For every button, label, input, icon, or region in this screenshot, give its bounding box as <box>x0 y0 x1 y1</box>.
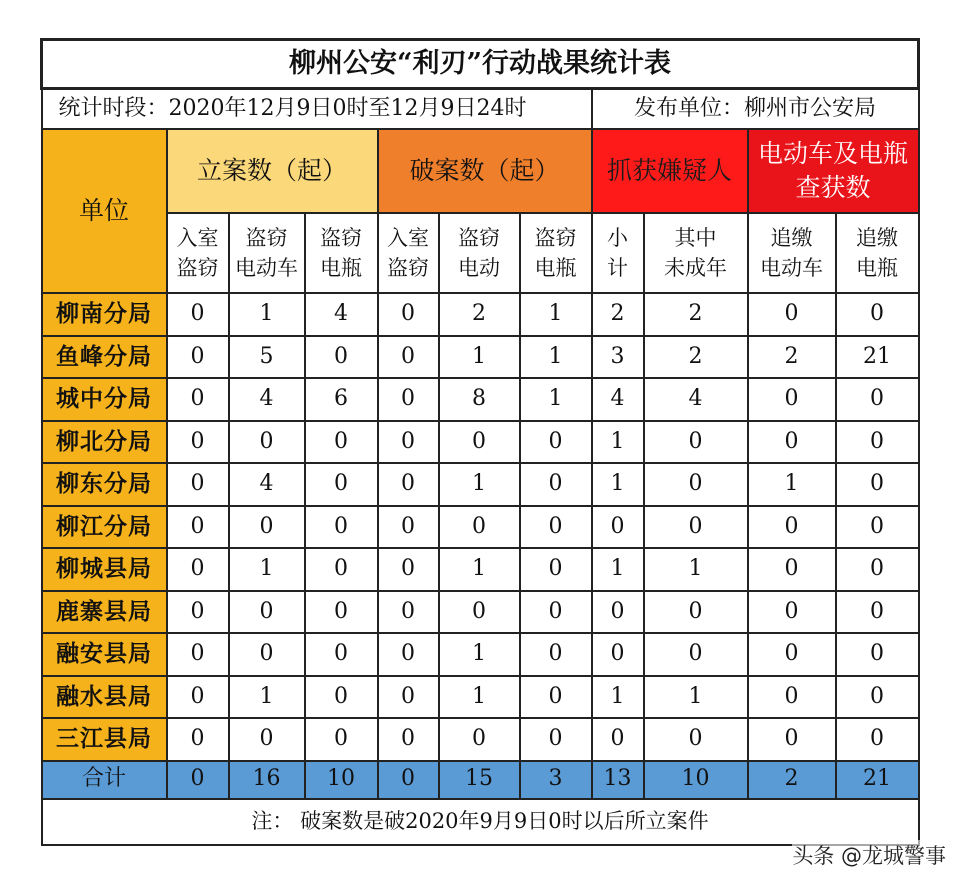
value-cell: 1 <box>520 336 592 379</box>
value-cell: 0 <box>305 676 378 719</box>
value-cell: 1 <box>592 421 644 464</box>
value-cell: 0 <box>378 421 439 464</box>
value-cell: 0 <box>592 591 644 634</box>
value-cell: 6 <box>305 378 378 421</box>
value-cell: 0 <box>644 633 748 676</box>
total-label: 合计 <box>42 761 167 799</box>
value-cell: 0 <box>748 548 836 591</box>
value-cell: 0 <box>520 506 592 549</box>
sub-header-cell: 盗窃 电动车 <box>229 213 305 293</box>
total-value-cell: 10 <box>644 761 748 799</box>
table-row <box>42 463 919 506</box>
table-row <box>42 548 919 591</box>
unit-name-cell: 三江县局 <box>42 718 167 761</box>
unit-name-cell: 柳城县局 <box>42 548 167 591</box>
sub-header-cell: 盗窃 电动 <box>439 213 520 293</box>
value-cell: 2 <box>644 336 748 379</box>
sub-header-cell: 盗窃 电瓶 <box>520 213 592 293</box>
value-cell: 0 <box>836 718 919 761</box>
sub-header-cell: 入室 盗窃 <box>167 213 229 293</box>
sub-header-cell: 其中 未成年 <box>644 213 748 293</box>
table-note: 注： 破案数是破2020年9月9日0时以后所立案件 <box>42 799 919 845</box>
total-value-cell: 0 <box>378 761 439 799</box>
value-cell: 0 <box>229 718 305 761</box>
value-cell: 0 <box>305 336 378 379</box>
value-cell: 0 <box>229 591 305 634</box>
total-value-cell: 0 <box>167 761 229 799</box>
value-cell: 0 <box>836 378 919 421</box>
value-cell: 0 <box>439 506 520 549</box>
unit-name-cell: 鱼峰分局 <box>42 336 167 379</box>
unit-name-cell: 柳江分局 <box>42 506 167 549</box>
value-cell: 1 <box>644 548 748 591</box>
value-cell: 0 <box>167 378 229 421</box>
value-cell: 0 <box>167 506 229 549</box>
value-cell: 0 <box>644 506 748 549</box>
value-cell: 0 <box>167 293 229 336</box>
unit-name-cell: 柳北分局 <box>42 421 167 464</box>
total-value-cell: 16 <box>229 761 305 799</box>
recovered-items-header: 电动车及电瓶查获数 <box>748 129 919 213</box>
value-cell: 1 <box>439 633 520 676</box>
value-cell: 0 <box>836 421 919 464</box>
value-cell: 0 <box>305 463 378 506</box>
value-cell: 0 <box>378 463 439 506</box>
value-cell: 0 <box>748 293 836 336</box>
value-cell: 0 <box>378 378 439 421</box>
value-cell: 0 <box>520 548 592 591</box>
value-cell: 0 <box>836 676 919 719</box>
value-cell: 1 <box>229 293 305 336</box>
value-cell: 4 <box>305 293 378 336</box>
value-cell: 0 <box>378 506 439 549</box>
value-cell: 0 <box>229 633 305 676</box>
sub-header-cell: 小 计 <box>592 213 644 293</box>
value-cell: 0 <box>305 506 378 549</box>
sub-header-cell: 追缴 电动车 <box>748 213 836 293</box>
value-cell: 0 <box>378 293 439 336</box>
value-cell: 1 <box>439 336 520 379</box>
value-cell: 1 <box>592 676 644 719</box>
value-cell: 0 <box>748 633 836 676</box>
value-cell: 0 <box>167 591 229 634</box>
value-cell: 2 <box>439 293 520 336</box>
table-row <box>42 633 919 676</box>
publisher: 发布单位：柳州市公安局 <box>592 89 919 130</box>
total-value-cell: 3 <box>520 761 592 799</box>
value-cell: 0 <box>836 463 919 506</box>
value-cell: 0 <box>592 506 644 549</box>
table-row <box>42 293 919 336</box>
value-cell: 0 <box>167 421 229 464</box>
value-cell: 1 <box>644 676 748 719</box>
unit-header: 单位 <box>42 129 167 293</box>
value-cell: 0 <box>439 591 520 634</box>
value-cell: 0 <box>520 463 592 506</box>
value-cell: 5 <box>229 336 305 379</box>
value-cell: 0 <box>167 548 229 591</box>
value-cell: 0 <box>167 718 229 761</box>
arrested-suspects-header: 抓获嫌疑人 <box>592 129 748 213</box>
source-watermark: 头条 @龙城警事 <box>792 840 946 870</box>
value-cell: 0 <box>167 336 229 379</box>
value-cell: 8 <box>439 378 520 421</box>
value-cell: 0 <box>644 463 748 506</box>
value-cell: 0 <box>644 718 748 761</box>
value-cell: 1 <box>439 548 520 591</box>
sub-header-cell: 入室 盗窃 <box>378 213 439 293</box>
value-cell: 0 <box>305 591 378 634</box>
table-row <box>42 378 919 421</box>
value-cell: 2 <box>748 336 836 379</box>
value-cell: 1 <box>520 378 592 421</box>
value-cell: 0 <box>836 506 919 549</box>
value-cell: 0 <box>439 718 520 761</box>
value-cell: 1 <box>229 676 305 719</box>
unit-name-cell: 融水县局 <box>42 676 167 719</box>
sub-header-cell: 追缴 电瓶 <box>836 213 919 293</box>
total-value-cell: 10 <box>305 761 378 799</box>
sub-header-row <box>42 213 919 293</box>
value-cell: 1 <box>520 293 592 336</box>
value-cell: 0 <box>229 421 305 464</box>
value-cell: 0 <box>167 676 229 719</box>
value-cell: 0 <box>644 421 748 464</box>
value-cell: 0 <box>592 633 644 676</box>
value-cell: 0 <box>167 463 229 506</box>
table-row <box>42 506 919 549</box>
value-cell: 0 <box>748 591 836 634</box>
value-cell: 4 <box>644 378 748 421</box>
stats-table-sheet <box>40 38 917 846</box>
value-cell: 0 <box>836 633 919 676</box>
unit-name-cell: 城中分局 <box>42 378 167 421</box>
value-cell: 4 <box>592 378 644 421</box>
total-value-cell: 15 <box>439 761 520 799</box>
value-cell: 4 <box>229 463 305 506</box>
value-cell: 0 <box>378 591 439 634</box>
value-cell: 4 <box>229 378 305 421</box>
value-cell: 0 <box>748 421 836 464</box>
value-cell: 1 <box>748 463 836 506</box>
value-cell: 0 <box>836 548 919 591</box>
value-cell: 1 <box>439 676 520 719</box>
filed-cases-header: 立案数（起） <box>167 129 378 213</box>
value-cell: 0 <box>748 676 836 719</box>
value-cell: 1 <box>592 463 644 506</box>
table-row <box>42 591 919 634</box>
value-cell: 3 <box>592 336 644 379</box>
value-cell: 0 <box>748 378 836 421</box>
value-cell: 1 <box>592 548 644 591</box>
value-cell: 0 <box>167 633 229 676</box>
total-value-cell: 2 <box>748 761 836 799</box>
value-cell: 0 <box>836 293 919 336</box>
value-cell: 0 <box>378 718 439 761</box>
value-cell: 0 <box>305 421 378 464</box>
value-cell: 0 <box>520 421 592 464</box>
stats-table <box>40 38 920 846</box>
value-cell: 0 <box>378 336 439 379</box>
statistics-period: 统计时段：2020年12月9日0时至12月9日24时 <box>42 89 592 130</box>
unit-name-cell: 柳南分局 <box>42 293 167 336</box>
value-cell: 0 <box>644 591 748 634</box>
value-cell: 2 <box>592 293 644 336</box>
table-row <box>42 718 919 761</box>
value-cell: 0 <box>305 633 378 676</box>
value-cell: 0 <box>520 591 592 634</box>
value-cell: 0 <box>378 633 439 676</box>
value-cell: 0 <box>520 676 592 719</box>
solved-cases-header: 破案数（起） <box>378 129 592 213</box>
value-cell: 0 <box>229 506 305 549</box>
table-row <box>42 676 919 719</box>
value-cell: 1 <box>439 463 520 506</box>
value-cell: 1 <box>229 548 305 591</box>
unit-name-cell: 柳东分局 <box>42 463 167 506</box>
value-cell: 0 <box>305 718 378 761</box>
value-cell: 0 <box>520 633 592 676</box>
unit-name-cell: 鹿寨县局 <box>42 591 167 634</box>
value-cell: 0 <box>439 421 520 464</box>
value-cell: 0 <box>305 548 378 591</box>
value-cell: 0 <box>592 718 644 761</box>
value-cell: 2 <box>644 293 748 336</box>
total-value-cell: 13 <box>592 761 644 799</box>
total-value-cell: 21 <box>836 761 919 799</box>
total-row <box>42 761 919 799</box>
table-row <box>42 421 919 464</box>
value-cell: 21 <box>836 336 919 379</box>
value-cell: 0 <box>748 718 836 761</box>
value-cell: 0 <box>836 591 919 634</box>
value-cell: 0 <box>520 718 592 761</box>
unit-name-cell: 融安县局 <box>42 633 167 676</box>
value-cell: 0 <box>748 506 836 549</box>
value-cell: 0 <box>378 676 439 719</box>
value-cell: 0 <box>378 548 439 591</box>
table-title: 柳州公安“利刃”行动战果统计表 <box>42 40 919 89</box>
table-row <box>42 336 919 379</box>
sub-header-cell: 盗窃 电瓶 <box>305 213 378 293</box>
